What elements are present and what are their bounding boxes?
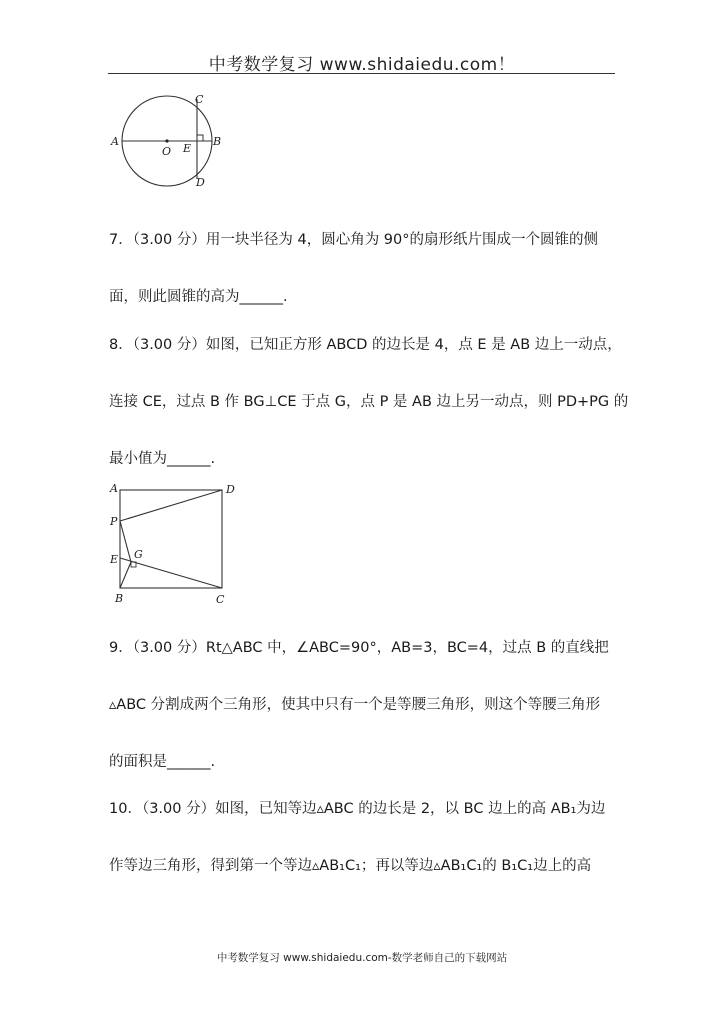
square-figure: [106, 478, 242, 608]
label-e: E: [183, 142, 192, 155]
q8-line-2: 连接 CE，过点 B 作 BG⊥CE 于点 G，点 P 是 AB 边上另一动点，则 PD+PG 的: [109, 394, 629, 410]
right-angle-mark: [197, 135, 203, 141]
label-d: D: [196, 176, 205, 189]
q9-line-2: ▵ABC 分割成两个三角形，使其中只有一个是等腰三角形，则这个等腰三角形: [109, 697, 601, 713]
circle-figure: [106, 88, 226, 194]
label-p: P: [110, 515, 118, 528]
label-o: O: [162, 145, 172, 158]
center-point: [165, 139, 168, 142]
q8-line-1: 8．（3.00 分）如图，已知正方形 ABCD 的边长是 4，点 E 是 AB 边上一动点，: [109, 337, 622, 353]
segment-ec: [120, 558, 222, 588]
q9-line-1: 9．（3.00 分）Rt△ABC 中，∠ABC=90°，AB=3，BC=4，过点 B 的直线把: [109, 640, 609, 656]
q7-line-2: 面，则此圆锥的高为______.: [109, 289, 288, 305]
q10-line-1: 10．（3.00 分）如图，已知等边▵ABC 的边长是 2，以 BC 边上的高 AB₁为边: [109, 801, 606, 817]
segment-pg: [120, 521, 131, 562]
header-divider: [108, 73, 615, 74]
label-b: B: [213, 135, 222, 148]
page-header-title: 中考数学复习 www.shidaiedu.com！: [208, 55, 516, 75]
label-e: E: [110, 553, 119, 566]
label-a: A: [110, 482, 118, 495]
label-b: B: [115, 592, 124, 605]
label-a: A: [111, 135, 119, 148]
label-c: C: [195, 93, 204, 106]
q10-line-2: 作等边三角形，得到第一个等边▵AB₁C₁；再以等边▵AB₁C₁的 B₁C₁边上的高: [109, 858, 592, 874]
q7-line-1: 7．（3.00 分）用一块半径为 4，圆心角为 90°的扇形纸片围成一个圆锥的侧: [109, 232, 599, 248]
q8-line-3: 最小值为______.: [109, 451, 216, 467]
label-c: C: [216, 593, 225, 606]
label-g: G: [134, 548, 143, 561]
segment-pd: [120, 490, 222, 521]
q9-line-3: 的面积是______.: [109, 754, 216, 770]
label-d: D: [226, 483, 235, 496]
page-footer: 中考数学复习 www.shidaiedu.com-数学老师自己的下载网站: [216, 952, 508, 964]
segment-bg: [120, 562, 131, 588]
